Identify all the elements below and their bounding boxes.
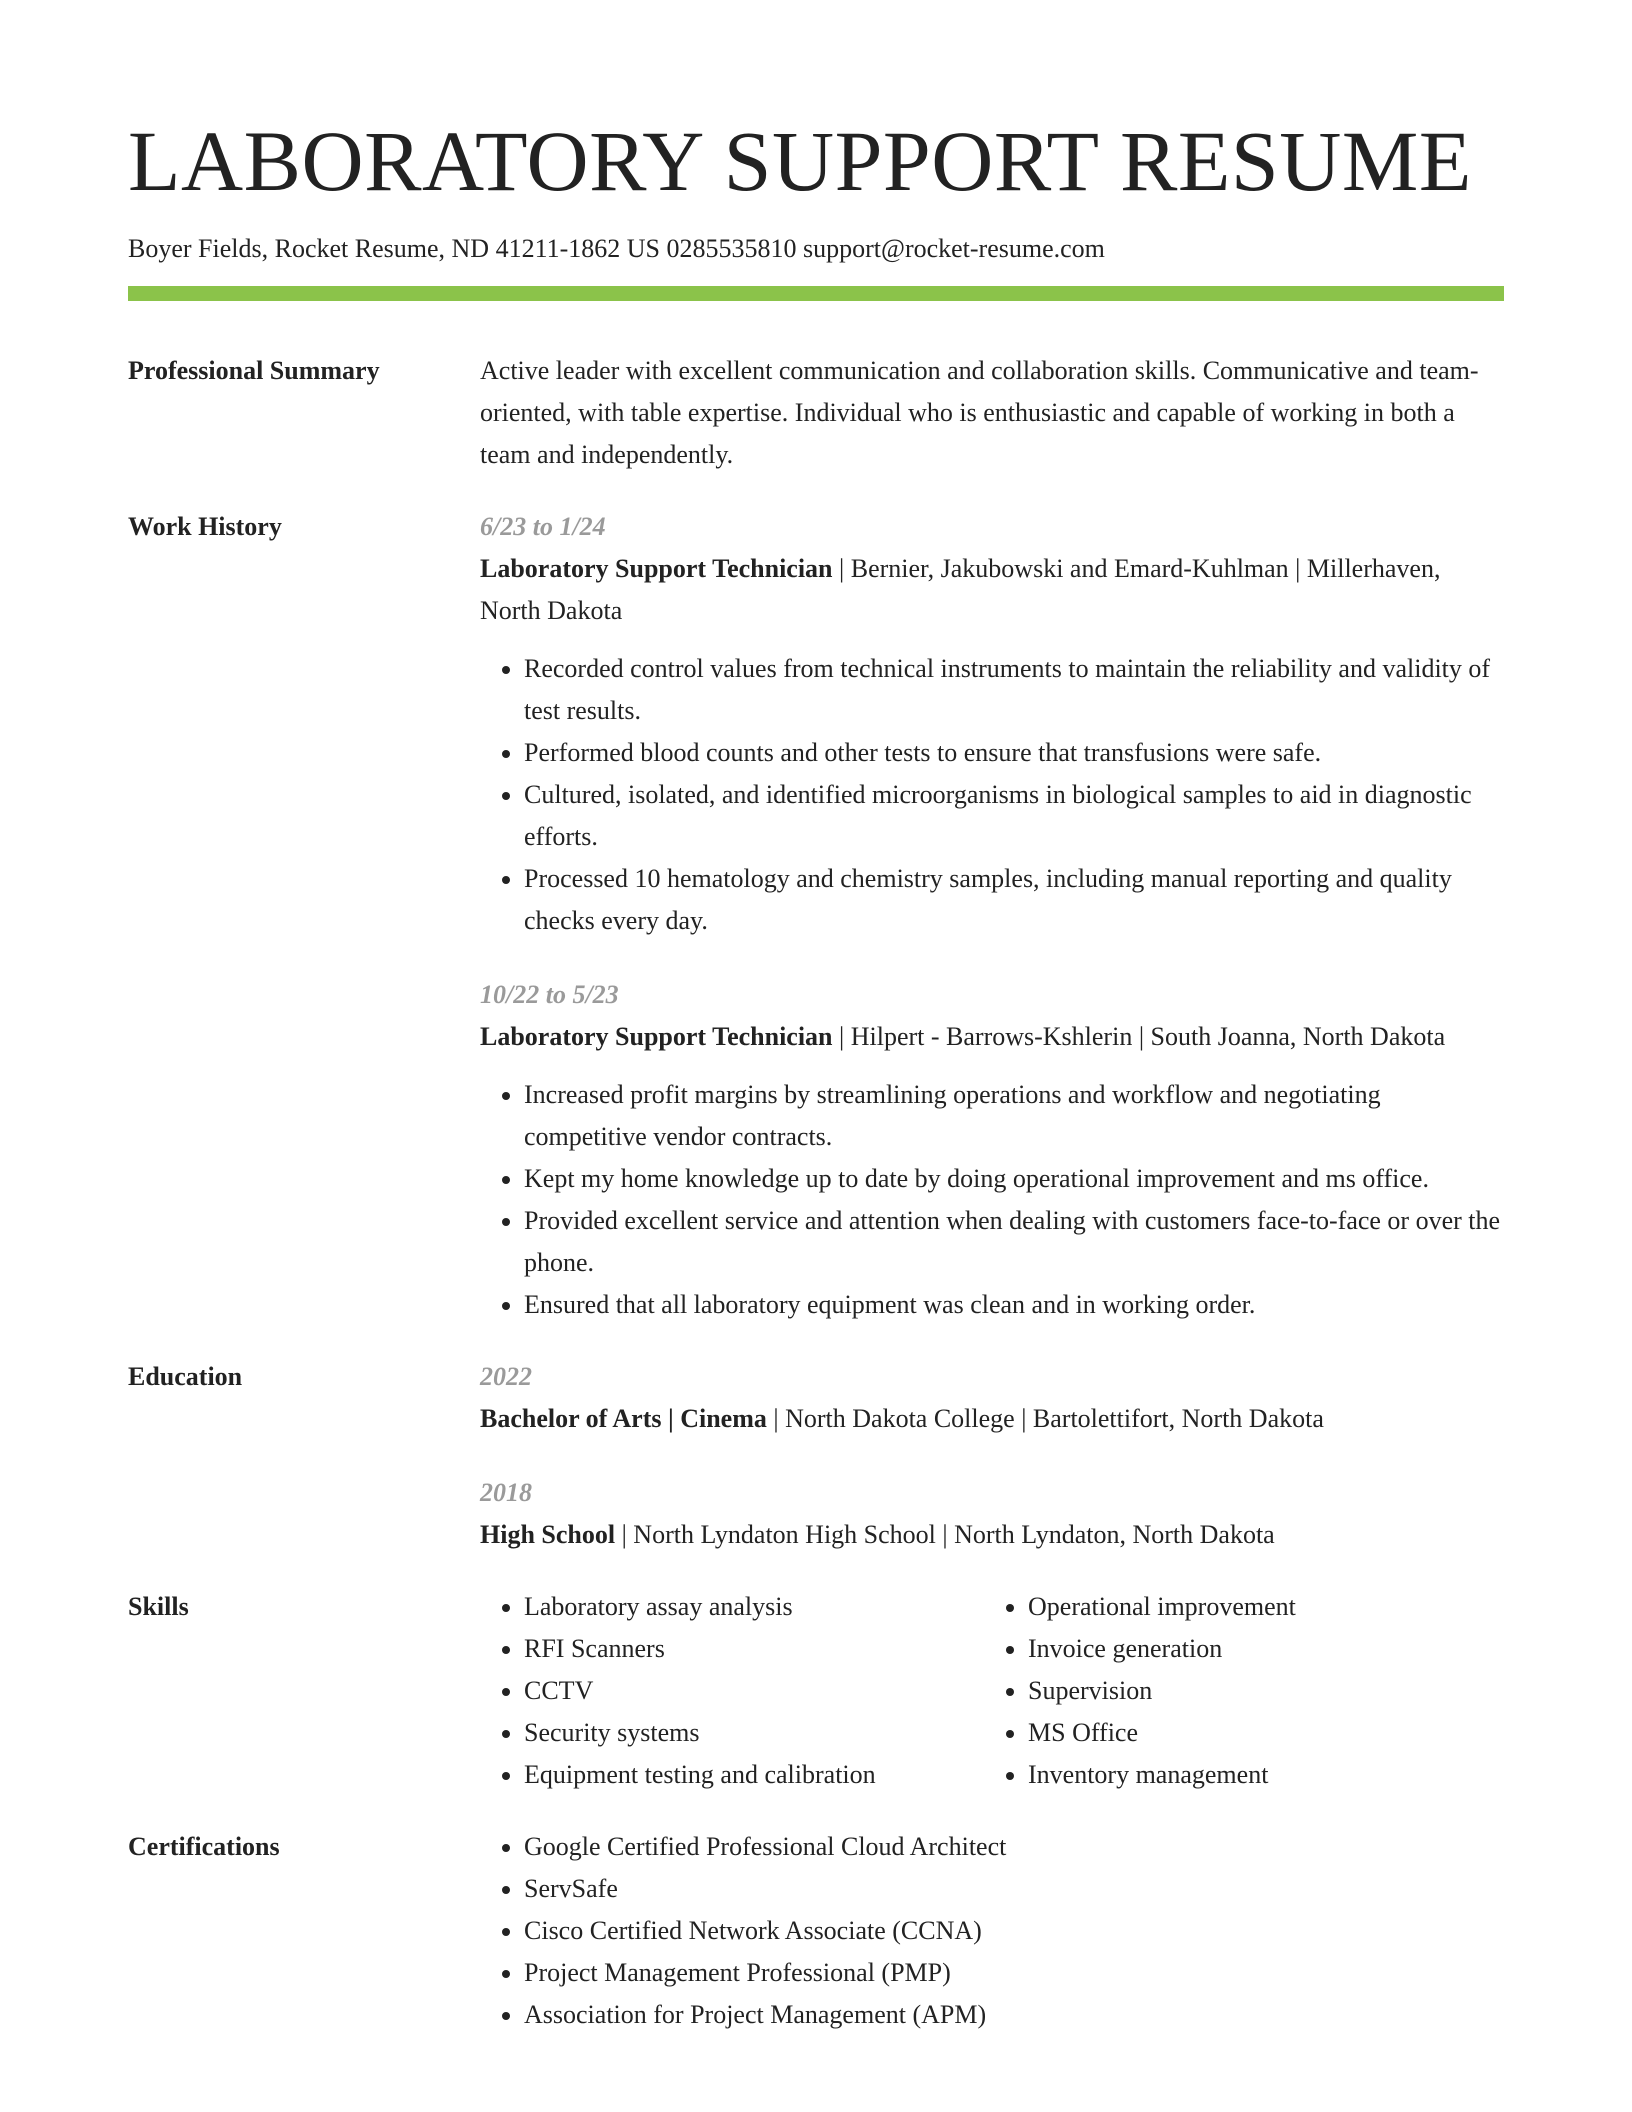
education-heading: Education [128, 1362, 243, 1391]
skill-item: • Security systems [524, 1712, 984, 1754]
job-bullet: • Increased profit margins by streamlining operations and workflow and negotiating competitive vendor contracts. [524, 1074, 1504, 1158]
skills-section [128, 1586, 1504, 1796]
education-entry [480, 1356, 1504, 1440]
education-degree: Bachelor of Arts | Cinema [480, 1404, 767, 1433]
education-section [128, 1356, 1504, 1556]
education-date: 2018 [480, 1478, 532, 1507]
job-bullet: • Recorded control values from technical instruments to maintain the reliability and validity of test results. [524, 648, 1504, 732]
skill-item: • CCTV [524, 1670, 984, 1712]
job-bullet: • Ensured that all laboratory equipment was clean and in working order. [524, 1284, 1504, 1326]
work-history-section [128, 506, 1504, 1326]
summary-body [480, 350, 1504, 476]
job-details: | Hilpert - Barrows-Kshlerin | South Joanna, North Dakota [832, 1022, 1446, 1051]
skill-item: • Inventory management [1028, 1754, 1488, 1796]
skill-item: • Invoice generation [1028, 1628, 1488, 1670]
skills-columns [480, 1586, 1504, 1796]
accent-divider [128, 286, 1504, 301]
certifications-list [480, 1826, 1504, 2036]
skill-item: • Operational improvement [1028, 1586, 1488, 1628]
job-entry [480, 974, 1504, 1326]
summary-text: Active leader with excellent communication and collaboration skills. Communicative and team-oriented, with table expertise. Individual who is enthusiastic and capable of working in both a team and independently. [480, 356, 1479, 469]
job-bullet: • Kept my home knowledge up to date by doing operational improvement and ms office. [524, 1158, 1504, 1200]
certification-item: • ServSafe [524, 1868, 1504, 1910]
contact-line: Boyer Fields, Rocket Resume, ND 41211-1862 US 0285535810 support@rocket-resume.com [128, 234, 1105, 263]
job-bullet: • Performed blood counts and other tests to ensure that transfusions were safe. [524, 732, 1504, 774]
education-heading-line [480, 1398, 1504, 1440]
certifications-body [480, 1826, 1504, 2036]
skills-list-right [984, 1586, 1488, 1796]
skill-item: • Laboratory assay analysis [524, 1586, 984, 1628]
certifications-section [128, 1826, 1504, 2036]
work-history-heading: Work History [128, 512, 282, 541]
certification-item: • Cisco Certified Network Associate (CCNA) [524, 1910, 1504, 1952]
certifications-heading: Certifications [128, 1832, 280, 1861]
education-degree: High School [480, 1520, 616, 1549]
education-details: | North Lyndaton High School | North Lyndaton, North Dakota [615, 1520, 1275, 1549]
skill-item: • MS Office [1028, 1712, 1488, 1754]
job-entry [480, 506, 1504, 942]
education-details: | North Dakota College | Bartolettifort, North Dakota [766, 1404, 1324, 1433]
resume-sections [128, 350, 1504, 2066]
job-bullet: • Provided excellent service and attention when dealing with customers face-to-face or over the phone. [524, 1200, 1504, 1284]
education-date: 2022 [480, 1362, 532, 1391]
education-body [480, 1356, 1504, 1556]
certification-item: • Google Certified Professional Cloud Architect [524, 1826, 1504, 1868]
education-heading-line [480, 1514, 1504, 1556]
page-title: LABORATORY SUPPORT RESUME [128, 113, 1472, 209]
summary-section [128, 350, 1504, 476]
skill-item: • RFI Scanners [524, 1628, 984, 1670]
job-heading [480, 1016, 1504, 1058]
job-details: | Bernier, Jakubowski and Emard-Kuhlman | Millerhaven, North Dakota [480, 554, 1441, 625]
job-bullet: • Cultured, isolated, and identified microorganisms in biological samples to aid in diagnostic efforts. [524, 774, 1504, 858]
skills-body [480, 1586, 1504, 1796]
skill-item: • Supervision [1028, 1670, 1488, 1712]
summary-heading: Professional Summary [128, 356, 380, 385]
job-bullet: • Processed 10 hematology and chemistry samples, including manual reporting and quality checks every day. [524, 858, 1504, 942]
certification-item: • Association for Project Management (APM) [524, 1994, 1504, 2036]
job-title: Laboratory Support Technician [480, 1022, 833, 1051]
job-bullets [480, 648, 1504, 942]
job-title: Laboratory Support Technician [480, 554, 833, 583]
certification-item: • Project Management Professional (PMP) [524, 1952, 1504, 1994]
job-heading [480, 548, 1504, 632]
work-history-body [480, 506, 1504, 1326]
job-bullets [480, 1074, 1504, 1326]
education-entry [480, 1472, 1504, 1556]
skills-list-left [480, 1586, 984, 1796]
job-date: 10/22 to 5/23 [480, 980, 619, 1009]
skill-item: • Equipment testing and calibration [524, 1754, 984, 1796]
skills-heading: Skills [128, 1592, 189, 1621]
job-date: 6/23 to 1/24 [480, 512, 606, 541]
